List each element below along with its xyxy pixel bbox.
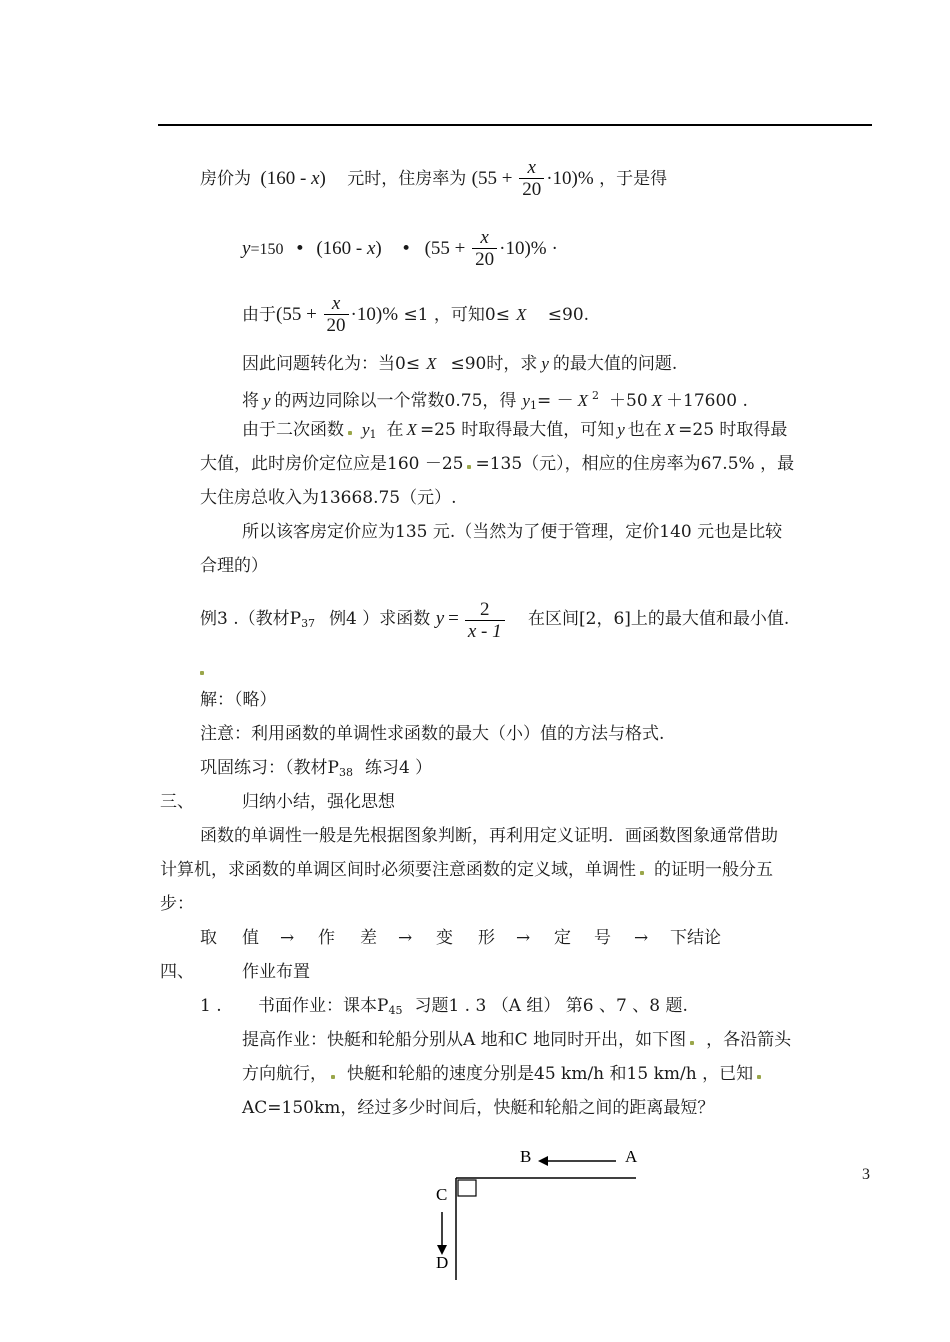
math-var: y [435, 608, 445, 629]
math-var: y [263, 391, 271, 410]
marker-dot [690, 1041, 694, 1045]
section-heading-3: 三、 归纳小结，强化思想 [160, 792, 395, 812]
math: ·10)% [350, 304, 399, 325]
homework-1: 1 . 书面作业：课本$P_{45}$ 习题1 . 3 （A 组） 第6 、7 、8 题. [200, 996, 688, 1017]
marker-dot [757, 1075, 761, 1079]
right-angle-mark [458, 1180, 476, 1196]
text-line-2: y=150 • (160 - x) • (55 + $\frac{x}{20}$ ·10)% · [242, 227, 558, 270]
text: ，于是得 [599, 169, 668, 189]
label-c: C [436, 1185, 448, 1204]
math: (160 - [260, 168, 312, 189]
text: 元时，住房率为 [347, 169, 467, 189]
math: ) [319, 168, 326, 189]
header-rule [158, 124, 872, 126]
text-line-8: 大住房总收入为13668.75（元）. [200, 488, 457, 508]
math: ·10)% [546, 168, 594, 189]
text-line-17: 步： [160, 894, 194, 914]
text-line-15: 函数的单调性一般是先根据图象判断，再利用定义证明．画函数图象通常借助 [200, 826, 778, 846]
text-line-1 [200, 158, 667, 201]
math: ) [375, 238, 382, 259]
homework-3: 方向航行， 快艇和轮船的速度分别是45 km/h 和15 km/h ，已知 [242, 1062, 765, 1086]
math-var: y [617, 420, 625, 439]
text-line-solution: 解：（略） [200, 690, 277, 710]
fraction: $\frac{x}{20}$ [324, 294, 349, 337]
label-d: D [436, 1253, 449, 1272]
text: ≤90. [547, 305, 590, 325]
math: (55 + [471, 168, 518, 189]
boat-arrow-head [538, 1156, 548, 1166]
navigation-diagram [420, 1140, 660, 1280]
marker-dot [331, 1075, 335, 1079]
section-heading-4: 四、 作业布置 [160, 962, 310, 982]
math-var: y [541, 354, 549, 373]
text-line-9: 所以该客房定价应为135 元.（当然为了便于管理，定价140 元也是比较 [242, 522, 783, 542]
math-var: x [311, 168, 320, 189]
math-var: x [366, 238, 376, 259]
math: (160 - [316, 238, 367, 259]
text: 房价为 [200, 169, 251, 189]
math-var: X [406, 420, 417, 439]
text-line-4: 因此问题转化为：当0≤ X ≤90时，求 y 的最大值的问题. [242, 354, 678, 374]
math: ·10)% [499, 238, 547, 259]
math-var: X [577, 391, 588, 410]
math-var: X [515, 305, 527, 324]
marker-dot [348, 431, 352, 435]
text: 由于 [242, 305, 276, 325]
text-line-3 [242, 294, 589, 337]
math-var: X [651, 391, 663, 410]
text-line-16: 计算机，求函数的单调区间时必须要注意函数的定义域，单调性 的证明一般分五 [160, 860, 773, 880]
text-line-practice: 巩固练习：（教材$P_{38}$ 练习4 ） [200, 758, 433, 779]
text-line-5: 将 y 的两边同除以一个常数0.75，得 $y_1= - X$ $^2$ ＋50 X ＋17600 . [242, 389, 748, 412]
text-line-6: 由于二次函数 $y_1$ 在 X =25 时取得最大值，可知 y 也在 X =25 时取得最 [242, 420, 788, 441]
marker-dot [200, 671, 204, 675]
homework-4: AC=150km，经过多少时间后，快艇和轮船之间的距离最短？ [242, 1098, 715, 1118]
math: (55 + [276, 304, 322, 325]
math: =150 [250, 241, 284, 258]
text-line-10: 合理的） [200, 556, 268, 576]
math-var: X [426, 354, 437, 373]
text-line-note: 注意：利用函数的单调性求函数的最大（小）值的方法与格式. [200, 724, 665, 744]
math: (55 + [424, 238, 471, 259]
fraction: $\frac{2}{x - 1}$ [465, 600, 505, 643]
text-line-example-3: 例3 .（教材$P_{37}$ 例4 ）求函数 y = $\frac{2}{x - 1}$ 在区间[2，6]上的最大值和最小值. [200, 599, 790, 642]
page-number: 3 [862, 1166, 870, 1183]
math-var: y [522, 391, 530, 410]
math: · [552, 239, 558, 259]
math-var: y [242, 238, 251, 259]
text: ≤1 ，可知0≤ [403, 305, 510, 325]
text-line-7: 大值，此时房价定位应是160 －25 =135（元），相应的住房率为67.5% ，最 [200, 454, 795, 474]
homework-2: 提高作业：快艇和轮船分别从A 地和C 地同时开出，如下图 ，各沿箭头 [242, 1030, 792, 1050]
marker-dot [467, 465, 471, 469]
marker-dot [640, 871, 644, 875]
math-var: X [664, 420, 676, 439]
math-var: y [362, 420, 370, 439]
label-b: B [520, 1147, 532, 1166]
label-a: A [625, 1147, 638, 1166]
fraction: $\frac{x}{20}$ [519, 158, 544, 201]
fraction: $\frac{x}{20}$ [472, 228, 497, 271]
marker-dot-line [200, 658, 204, 682]
